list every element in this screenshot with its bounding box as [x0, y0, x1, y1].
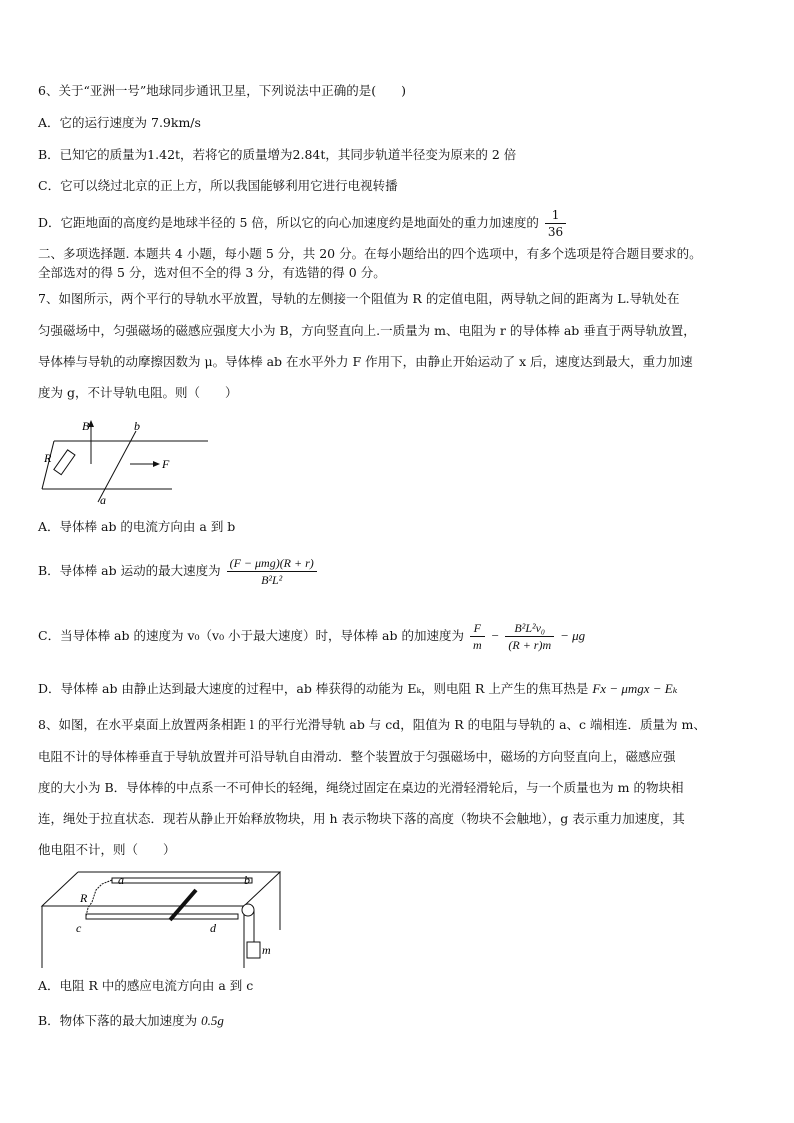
q8-option-b: [38, 1012, 224, 1030]
label-B: B: [82, 419, 90, 433]
fraction-numerator: F: [470, 620, 485, 637]
force-arrow-head-icon: [153, 461, 160, 467]
section2-line1: 二、多项选择题. 本题共 4 小题，每小题 5 分，共 20 分。在每小题给出的四个选项中，有多个选项是符合题目要求的。: [38, 246, 702, 261]
q7-option-c-text: C．当导体棒 ab 的速度为 v₀（v₀ 小于最大速度）时，导体棒 ab 的加速度为: [38, 628, 464, 643]
q8-figure: [38, 866, 288, 972]
q7-option-c-tail: − μg: [560, 628, 586, 643]
q8-option-b-expr: 0.5g: [201, 1013, 224, 1028]
q6-option-d-text: D．它距地面的高度约是地球半径的 5 倍，所以它的向心加速度约是地面处的重力加速度的: [38, 215, 539, 230]
label-F: F: [162, 457, 170, 471]
q7-figure: [38, 418, 218, 508]
q7-line2: 匀强磁场中，匀强磁场的磁感应强度大小为 B，方向竖直向上.一质量为 m、电阻为 r 的导体棒 ab 垂直于两导轨放置，: [38, 323, 696, 338]
label-c: c: [76, 921, 82, 935]
block-m: [247, 942, 260, 958]
q7-option-c: C．当导体棒 ab 的速度为 v₀（v₀ 小于最大速度）时，导体棒 ab 的加速度为 $\frac{F}{m}$ − $\frac{\text{B²L²v₀}}{(R + r)m}$ − μg: [38, 621, 586, 652]
q8-line4: 连，绳处于拉直状态．现若从静止开始释放物块，用 h 表示物块下落的高度（物块不会触地），g 表示重力加速度，其: [38, 811, 685, 826]
fraction-denominator: 36: [547, 225, 564, 239]
q6-option-d-fraction: [545, 207, 566, 240]
q6-option-d: [38, 206, 568, 240]
resistor-r: [86, 880, 112, 916]
q6-stem: 6、关于“亚洲一号”地球同步通讯卫星，下列说法中正确的是( ): [38, 83, 406, 98]
pulley-icon: [242, 904, 254, 916]
resistor-wire: [42, 441, 54, 489]
label-R: R: [44, 451, 52, 465]
q8-line3: 度的大小为 B．导体棒的中点系一不可伸长的轻绳，绳绕过固定在桌边的光滑轻滑轮后，与一个质量也为 m 的物块相: [38, 780, 684, 795]
label-a: a: [118, 873, 124, 887]
q8-option-a: A．电阻 R 中的感应电流方向由 a 到 c: [38, 978, 254, 993]
rail-cd: [86, 914, 238, 919]
fraction-denominator: m: [472, 638, 482, 652]
q7-option-b: [38, 554, 319, 588]
q7-option-b-text: B．导体棒 ab 运动的最大速度为: [38, 563, 221, 578]
label-m: m: [262, 943, 271, 957]
rail-ab: [112, 878, 252, 883]
q7-option-b-fraction: [227, 555, 317, 588]
q7-option-c-fraction-1: [470, 620, 485, 653]
q6-option-c: C．它可以绕过北京的正上方，所以我国能够利用它进行电视转播: [38, 178, 398, 193]
q7-option-c-fraction-2: [505, 620, 554, 653]
resistor-r: [54, 450, 75, 475]
fraction-denominator: (R + r)m: [508, 638, 552, 652]
q8-line5: 他电阻不计，则（ ）: [38, 842, 176, 857]
fraction-denominator: B²L²: [261, 573, 283, 587]
label-d: d: [210, 921, 216, 935]
q7-line4: 度为 g，不计导轨电阻。则（ ）: [38, 385, 238, 400]
q6-option-b: B．已知它的质量为1.42t，若将它的质量增为2.84t，其同步轨道半径变为原来的 2 倍: [38, 147, 517, 162]
label-b: b: [134, 419, 140, 433]
label-b: b: [244, 873, 250, 887]
q7-option-a: A．导体棒 ab 的电流方向由 a 到 b: [38, 519, 236, 534]
q7-option-d-text: D．导体棒 ab 由静止达到最大速度的过程中，ab 棒获得的动能为 Eₖ，则电阻 R 上产生的焦耳热是: [38, 681, 589, 696]
q8-line1: 8、如图，在水平桌面上放置两条相距 l 的平行光滑导轨 ab 与 cd，阻值为 R 的电阻与导轨的 a、c 端相连．质量为 m、: [38, 717, 706, 732]
q7-option-d: [38, 680, 677, 698]
rod-ab: [98, 431, 136, 502]
q7-option-d-expr: Fx − μmgx − Eₖ: [592, 681, 678, 696]
q8-line2: 电阻不计的导体棒垂直于导轨放置并可沿导轨自由滑动．整个装置放于匀强磁场中，磁场的方向竖直向上，磁感应强: [38, 749, 676, 764]
q7-line3: 导体棒与导轨的动摩擦因数为 μ。导体棒 ab 在水平外力 F 作用下，由静止开始运动了 x 后，速度达到最大，重力加速: [38, 354, 693, 369]
fraction-numerator: 1: [545, 207, 566, 224]
q7-line1: 7、如图所示，两个平行的导轨水平放置，导轨的左侧接一个阻值为 R 的定值电阻，两导轨之间的距离为 L.导轨处在: [38, 291, 680, 306]
label-R: R: [80, 891, 88, 905]
q6-option-a: A．它的运行速度为 7.9km/s: [38, 115, 201, 130]
section2-line2: 全部选对的得 5 分，选对但不全的得 3 分，有选错的得 0 分。: [38, 265, 386, 280]
fraction-numerator: (F − μmg)(R + r): [227, 555, 317, 572]
q8-option-b-text: B．物体下落的最大加速度为: [38, 1013, 198, 1028]
label-a: a: [100, 493, 106, 507]
fraction-numerator: B²L²v₀: [505, 620, 554, 637]
